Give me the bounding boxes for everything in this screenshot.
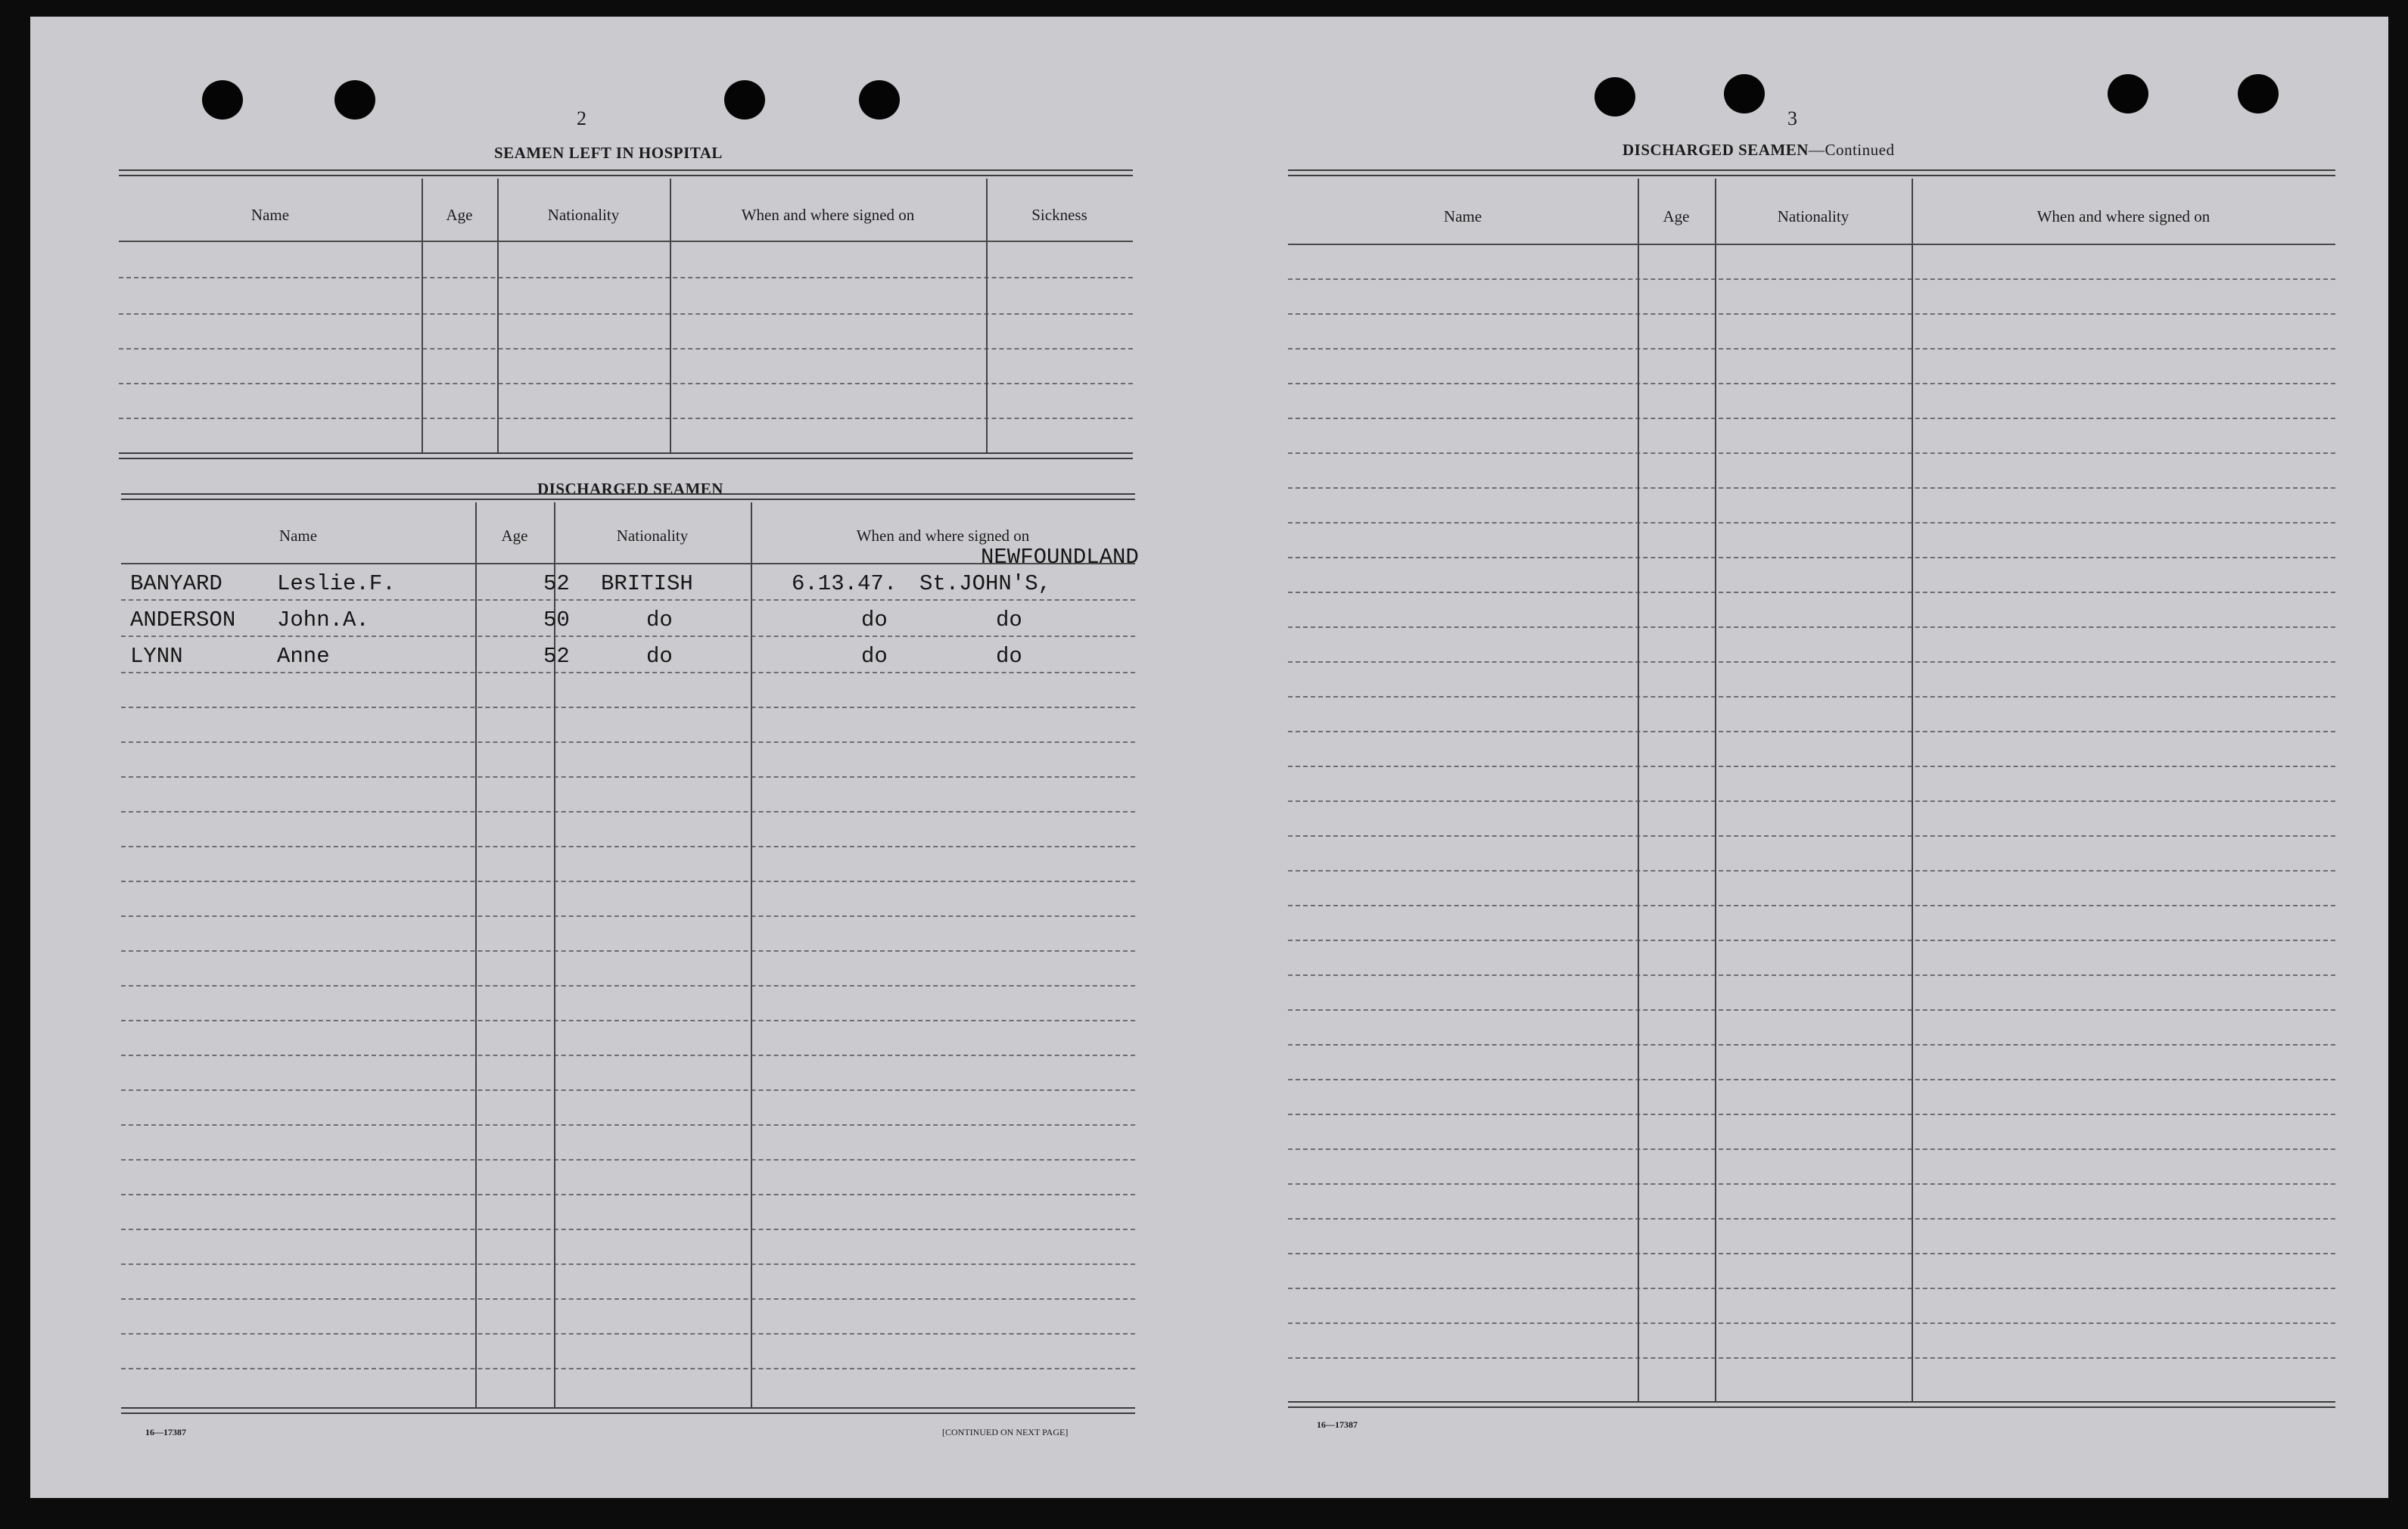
column-header-signed-on: When and where signed on	[856, 527, 1030, 545]
column-header-age: Age	[501, 527, 528, 545]
column-header-nationality: Nationality	[547, 206, 620, 224]
crew-given-name: Anne	[277, 644, 330, 669]
hospital-table	[119, 169, 1133, 463]
column-header-signed-on: When and where signed on	[2036, 207, 2210, 225]
column-header-nationality: Nationality	[1777, 207, 1850, 225]
page-number: 2	[577, 107, 586, 129]
continued-suffix: —Continued	[1808, 141, 1895, 159]
crew-surname: ANDERSON	[130, 608, 236, 632]
punch-hole	[2108, 74, 2148, 113]
discharged-table	[121, 493, 1139, 1439]
discharged-continued-title	[1622, 141, 1894, 160]
discharged-continued-table	[1288, 169, 2335, 1440]
punch-hole	[202, 80, 243, 120]
crew-given-name: John.A.	[277, 608, 369, 632]
crew-surname: BANYARD	[130, 571, 222, 596]
discharged-section-title: DISCHARGED SEAMEN	[537, 480, 723, 498]
crew-nationality: do	[646, 644, 673, 669]
document-sheet	[30, 17, 2388, 1498]
column-header-nationality: Nationality	[616, 527, 689, 545]
punch-hole	[859, 80, 900, 120]
crew-signed-on-place: do	[996, 608, 1022, 632]
punch-hole	[724, 80, 765, 120]
crew-signed-on-date: do	[861, 644, 888, 669]
column-header-sickness: Sickness	[1031, 206, 1087, 224]
column-header-name: Name	[250, 206, 290, 224]
crew-signed-on-date: 6.13.47.	[792, 571, 898, 596]
crew-signed-on-place: do	[996, 644, 1022, 669]
crew-signed-on-place: St.JOHN'S,	[919, 571, 1052, 596]
column-header-name: Name	[278, 527, 318, 545]
crew-age: 52	[543, 644, 570, 669]
place-annotation: NEWFOUNDLAND	[981, 545, 1139, 570]
section-title-text: DISCHARGED SEAMEN	[1622, 141, 1809, 159]
column-header-name: Name	[1443, 207, 1482, 225]
crew-age: 52	[543, 571, 570, 596]
crew-surname: LYNN	[130, 644, 183, 669]
column-header-signed-on: When and where signed on	[741, 206, 915, 224]
punch-hole	[1724, 74, 1765, 113]
crew-age: 50	[543, 608, 570, 632]
punch-hole	[334, 80, 375, 120]
crew-nationality: BRITISH	[601, 571, 693, 596]
crew-signed-on-date: do	[861, 608, 888, 632]
continued-note: [CONTINUED ON NEXT PAGE]	[942, 1427, 1069, 1437]
column-header-age: Age	[1663, 207, 1690, 225]
hospital-section-title: SEAMEN LEFT IN HOSPITAL	[494, 144, 723, 162]
crew-nationality: do	[646, 608, 673, 632]
crew-given-name: Leslie.F.	[277, 571, 396, 596]
punch-hole	[2238, 74, 2279, 113]
form-number: 16—17387	[145, 1427, 186, 1437]
column-header-age: Age	[446, 206, 473, 224]
page-number: 3	[1787, 107, 1797, 129]
punch-hole	[1594, 77, 1635, 117]
form-number: 16—17387	[1317, 1419, 1358, 1430]
